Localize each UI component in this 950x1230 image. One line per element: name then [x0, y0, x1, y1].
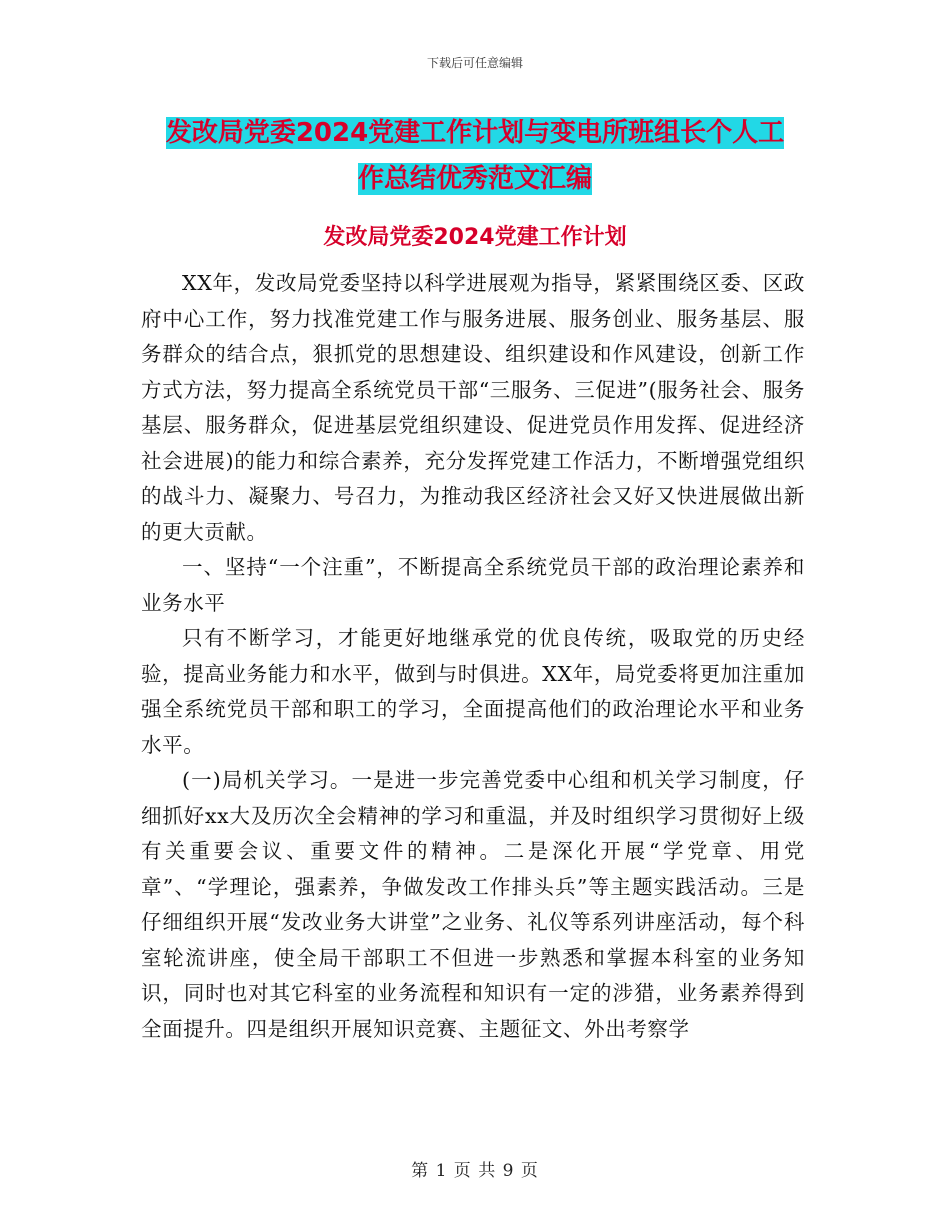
body-text	[141, 266, 805, 1047]
paragraph: 一、坚持“一个注重”，不断提高全系统党员干部的政治理论素养和业务水平	[141, 555, 805, 615]
document-title-line-1: 发改局党委2024党建工作计划与变电所班组长个人工	[165, 118, 785, 148]
section-title: 发改局党委2024党建工作计划	[323, 225, 627, 250]
paragraph: (一)局机关学习。一是进一步完善党委中心组和机关学习制度，仔细抓好xx大及历次全会精神的学习和重温，并及时组织学习贯彻好上级有关重要会议、重要文件的精神。二是深化开展“学党章、用党章”、“学理论，强素养，争做发改工作排头兵”等主题实践活动。三是仔细组织开展“发改业务大讲堂”之业务、礼仪等系列讲座活动，每个科室轮流讲座，使全局干部职工不但进一步熟悉和掌握本科室的业务知识，同时也对其它科室的业务流程和知识有一定的涉猎，业务素养得到全面提升。四是组织开展知识竞赛、主题征文、外出考察学	[141, 768, 805, 1041]
document-title	[140, 110, 810, 202]
page-footer: 第 1 页 共 9 页	[411, 1161, 539, 1181]
document-title-line-2: 作总结优秀范文汇编	[357, 164, 592, 194]
header-note: 下载后可任意编辑	[426, 56, 523, 70]
paragraph: 只有不断学习，才能更好地继承党的优良传统，吸取党的历史经验，提高业务能力和水平，做到与时俱进。XX年，局党委将更加注重加强全系统党员干部和职工的学习，全面提高他们的政治理论水平和业务水平。	[141, 626, 805, 757]
paragraph: XX年，发改局党委坚持以科学进展观为指导，紧紧围绕区委、区政府中心工作，努力找准党建工作与服务进展、服务创业、服务基层、服务群众的结合点，狠抓党的思想建设、组织建设和作风建设，创新工作方式方法，努力提高全系统党员干部“三服务、三促进”(服务社会、服务基层、服务群众，促进基层党组织建设、促进党员作用发挥、促进经济社会进展)的能力和综合素养，充分发挥党建工作活力，不断增强党组织的战斗力、凝聚力、号召力，为推动我区经济社会又好又快进展做出新的更大贡献。	[141, 271, 805, 544]
